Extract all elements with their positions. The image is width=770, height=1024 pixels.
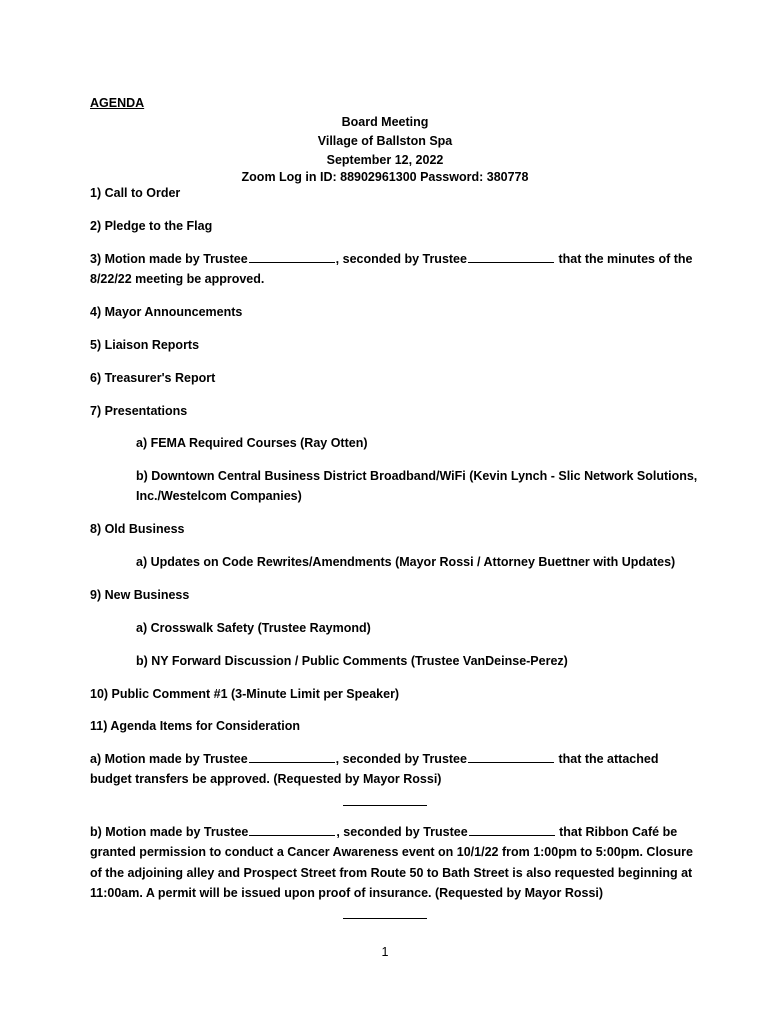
subitem-ny-forward: b) NY Forward Discussion / Public Comments (Trustee VanDeinse-Perez) [136, 654, 568, 668]
trustee-blank [469, 835, 555, 836]
motion-text-middle: , seconded by Trustee [335, 252, 467, 266]
trustee-blank [468, 762, 554, 763]
motion-text-middle: , seconded by Trustee [335, 752, 467, 766]
zoom-info: Zoom Log in ID: 88902961300 Password: 380778 [241, 170, 529, 184]
item-presentations: 7) Presentations [90, 404, 188, 418]
motion-text-start: 3) Motion made by Trustee [90, 252, 248, 266]
item-treasurer-report: 6) Treasurer's Report [90, 371, 216, 385]
meeting-title: Board Meeting [341, 115, 429, 129]
item-agenda-consideration: 11) Agenda Items for Consideration [90, 719, 300, 733]
item-call-to-order: 1) Call to Order [90, 186, 181, 200]
motion-text-end: that the attached [554, 752, 659, 766]
trustee-blank [249, 835, 335, 836]
item-ribbon-cafe-motion [90, 822, 690, 843]
item-ribbon-cafe-line4: 11:00am. A permit will be issued upon proof of insurance. (Requested by Mayor Rossi) [90, 886, 604, 900]
page-number: 1 [381, 945, 389, 959]
subitem-broadband-cont: Inc./Westelcom Companies) [136, 489, 302, 503]
item-minutes-motion-cont: 8/22/22 meeting be approved. [90, 272, 265, 286]
motion-text-end: that the minutes of the [554, 252, 693, 266]
subitem-broadband: b) Downtown Central Business District Broadband/WiFi (Kevin Lynch - Slic Network Solutions, [136, 469, 698, 483]
item-ribbon-cafe-line2: granted permission to conduct a Cancer Awareness event on 10/1/22 from 1:00pm to 5:00pm. Closure [90, 845, 693, 859]
item-liaison-reports: 5) Liaison Reports [90, 338, 200, 352]
item-ribbon-cafe-line3: of the adjoining alley and Prospect Street from Route 50 to Bath Street is also requested beginning at [90, 866, 693, 880]
item-public-comment: 10) Public Comment #1 (3-Minute Limit per Speaker) [90, 687, 400, 701]
meeting-date: September 12, 2022 [326, 153, 444, 167]
item-budget-transfers-cont: budget transfers be approved. (Requested by Mayor Rossi) [90, 772, 442, 786]
trustee-blank [468, 262, 554, 263]
item-mayor-announcements: 4) Mayor Announcements [90, 305, 243, 319]
motion-text-start: b) Motion made by Trustee [90, 825, 249, 839]
subitem-fema: a) FEMA Required Courses (Ray Otten) [136, 436, 368, 450]
trustee-blank [249, 762, 335, 763]
motion-text-middle: , seconded by Trustee [336, 825, 468, 839]
village-name: Village of Ballston Spa [317, 134, 453, 148]
motion-text-end: that Ribbon Café be [555, 825, 678, 839]
item-old-business: 8) Old Business [90, 522, 185, 536]
item-new-business: 9) New Business [90, 588, 190, 602]
item-budget-transfers-motion [90, 749, 690, 770]
subitem-code-rewrites: a) Updates on Code Rewrites/Amendments (Mayor Rossi / Attorney Buettner with Updates) [136, 555, 676, 569]
agenda-heading: AGENDA [90, 96, 145, 110]
item-pledge: 2) Pledge to the Flag [90, 219, 213, 233]
trustee-blank [249, 262, 335, 263]
item-minutes-motion [90, 249, 693, 270]
motion-text-start: a) Motion made by Trustee [90, 752, 248, 766]
separator-line [343, 918, 427, 919]
subitem-crosswalk: a) Crosswalk Safety (Trustee Raymond) [136, 621, 371, 635]
separator-line [343, 805, 427, 806]
